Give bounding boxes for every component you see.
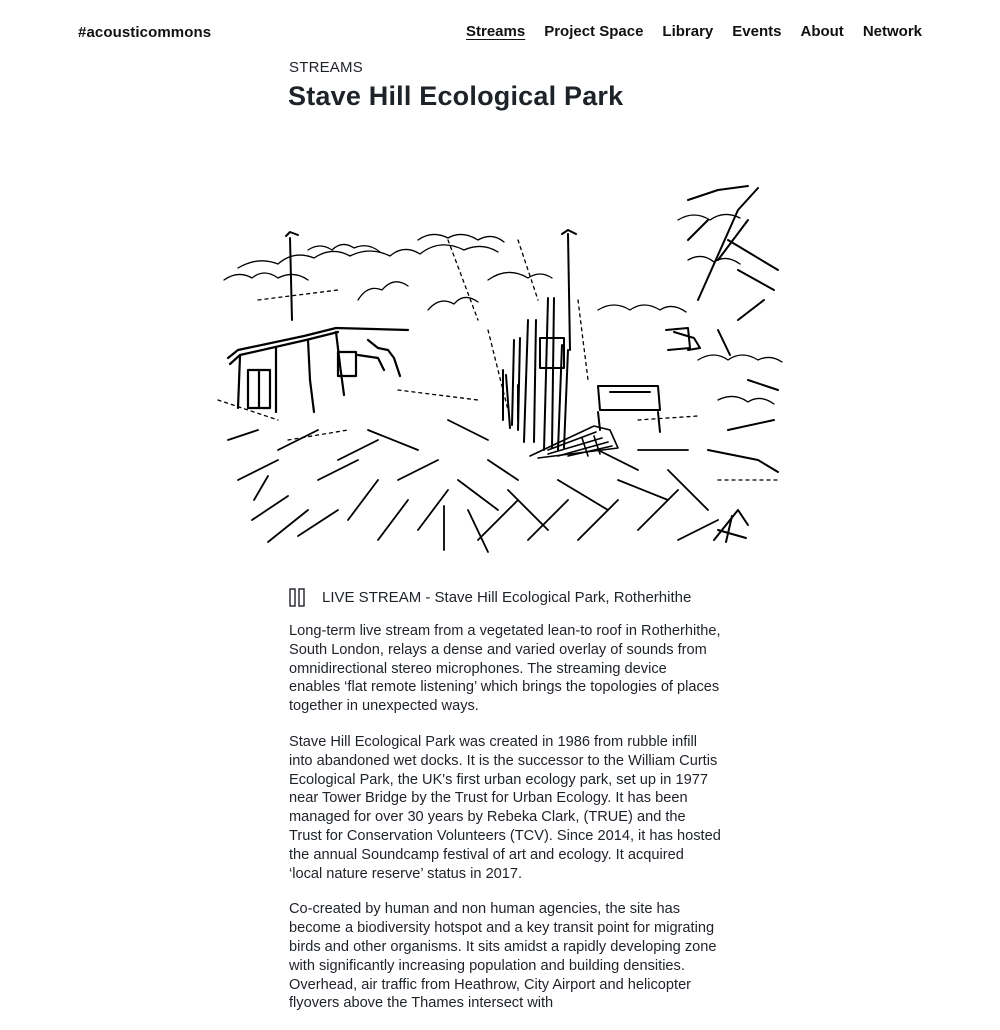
nav-item-events[interactable]: Events <box>732 23 782 40</box>
pause-icon[interactable] <box>289 588 306 607</box>
stream-title: LIVE STREAM - Stave Hill Ecological Park, Rotherhithe <box>322 588 692 606</box>
paragraph: Co-created by human and non human agencies, the site has become a biodiversity hotspot and a key transit point for migrating birds and other organisms. It sits amidst a rapidly developing zone with significantly increasing population and building densities. Overhead, air traffic from Heathrow, City Airport and helicopter flyovers above the Thames intersect with <box>289 901 717 1012</box>
section-label: STREAMS <box>289 59 363 76</box>
nav-item-about[interactable]: About <box>800 23 844 40</box>
live-stream-player <box>289 586 691 608</box>
paragraph: Stave Hill Ecological Park was created in 1986 from rubble infill into abandoned wet docks. It is the successor to the William Curtis Ecological Park, the UK's first urban ecology park, set up in 1977 near Tower Bridge by the Trust for Urban Ecology. It has been managed for over 30 years by Rebeka Clark, (TRUE) and the Trust for Conservation Volunteers (TCV). Since 2014, it has hosted the annual Soundcamp festival of art and ecology. It acquired ‘local nature reserve’ status in 2017. <box>289 733 721 882</box>
main-nav <box>447 23 922 40</box>
nav-item-streams[interactable]: Streams <box>466 23 526 40</box>
site-logo-link[interactable]: #acousticommons <box>78 24 212 41</box>
site-header <box>0 0 1000 66</box>
hero-illustration <box>218 180 784 552</box>
paragraph: Long-term live stream from a vegetated lean-to roof in Rotherhithe, South London, relays a dense and varied overlay of sounds from omnidirectional stereo microphones. The streaming device enables ‘flat remote listening’ which brings the topologies of places together in unexpected ways. <box>289 623 721 715</box>
page-title: Stave Hill Ecological Park <box>288 81 624 111</box>
nav-item-network[interactable]: Network <box>862 23 922 40</box>
nav-item-project-space[interactable]: Project Space <box>544 23 644 40</box>
nav-item-library[interactable]: Library <box>662 23 714 40</box>
stream-description <box>289 622 721 1030</box>
